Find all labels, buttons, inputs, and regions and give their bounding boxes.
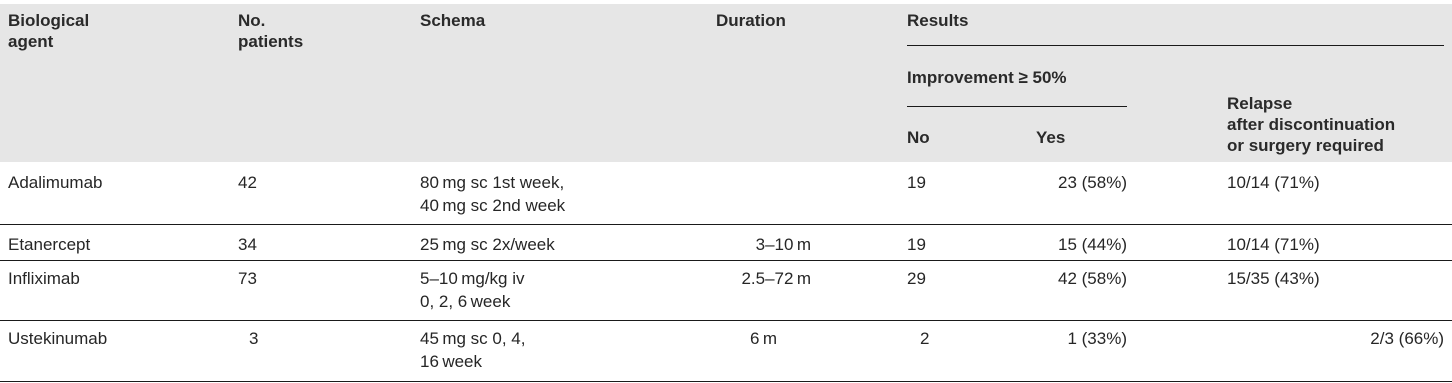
- cell-patients: 73: [238, 269, 257, 288]
- header-relapse: [1227, 93, 1395, 156]
- cell-no: 29: [907, 269, 926, 288]
- cell-yes: 15 (44%): [1058, 235, 1127, 254]
- cell-schema-line1: 45 mg sc 0, 4,: [420, 329, 526, 348]
- cell-schema-line1: 5–10 mg/kg iv: [420, 269, 525, 288]
- header-yes: Yes: [1036, 128, 1066, 147]
- header-improvement: Improvement ≥ 50%: [907, 68, 1067, 87]
- header-agent: [8, 10, 89, 52]
- header-agent-line1: Biological: [8, 11, 90, 30]
- cell-schema: [420, 171, 565, 217]
- cell-schema-line1: 25 mg sc 2x/week: [420, 235, 555, 254]
- cell-patients: 34: [238, 235, 257, 254]
- cell-schema: [420, 267, 525, 313]
- cell-schema: [420, 327, 525, 373]
- cell-yes: 42 (58%): [1058, 269, 1127, 288]
- cell-agent: Ustekinumab: [8, 329, 108, 348]
- header-relapse-line2: after discontinuation: [1227, 115, 1396, 134]
- table-bottom-rule: [0, 381, 1452, 382]
- cell-schema-line2: 16 week: [420, 352, 482, 371]
- cell-duration: 3–10 m: [755, 235, 811, 254]
- results-rule: [907, 45, 1444, 46]
- cell-no: 2: [920, 329, 930, 348]
- cell-schema: [420, 233, 555, 256]
- row-divider: [0, 320, 1452, 321]
- cell-schema-line2: 40 mg sc 2nd week: [420, 196, 566, 215]
- cell-duration: 2.5–72 m: [741, 269, 811, 288]
- cell-relapse: 15/35 (43%): [1227, 269, 1320, 288]
- cell-no: 19: [907, 173, 926, 192]
- header-patients-line1: No.: [238, 11, 266, 30]
- header-duration: Duration: [716, 11, 786, 30]
- cell-relapse: 10/14 (71%): [1227, 235, 1320, 254]
- cell-schema-line1: 80 mg sc 1st week,: [420, 173, 565, 192]
- cell-agent: Infliximab: [8, 269, 80, 288]
- cell-duration: 6 m: [749, 329, 777, 348]
- header-relapse-line3: or surgery required: [1227, 136, 1384, 155]
- cell-agent: Etanercept: [8, 235, 91, 254]
- header-patients: [238, 10, 303, 52]
- header-patients-line2: patients: [238, 32, 304, 51]
- row-divider: [0, 224, 1452, 225]
- cell-schema-line2: 0, 2, 6 week: [420, 292, 511, 311]
- cell-relapse: 10/14 (71%): [1227, 173, 1320, 192]
- cell-patients: 42: [238, 173, 257, 192]
- row-divider: [0, 260, 1452, 261]
- improvement-rule: [907, 106, 1127, 107]
- cell-yes: 1 (33%): [1067, 329, 1127, 348]
- cell-no: 19: [907, 235, 926, 254]
- header-schema: Schema: [420, 11, 486, 30]
- header-agent-line2: agent: [8, 32, 54, 51]
- header-no: No: [907, 128, 930, 147]
- header-results: Results: [907, 11, 969, 30]
- cell-patients: 3: [249, 329, 259, 348]
- cell-relapse: 2/3 (66%): [1370, 329, 1444, 348]
- header-relapse-line1: Relapse: [1227, 94, 1293, 113]
- cell-agent: Adalimumab: [8, 173, 103, 192]
- cell-yes: 23 (58%): [1058, 173, 1127, 192]
